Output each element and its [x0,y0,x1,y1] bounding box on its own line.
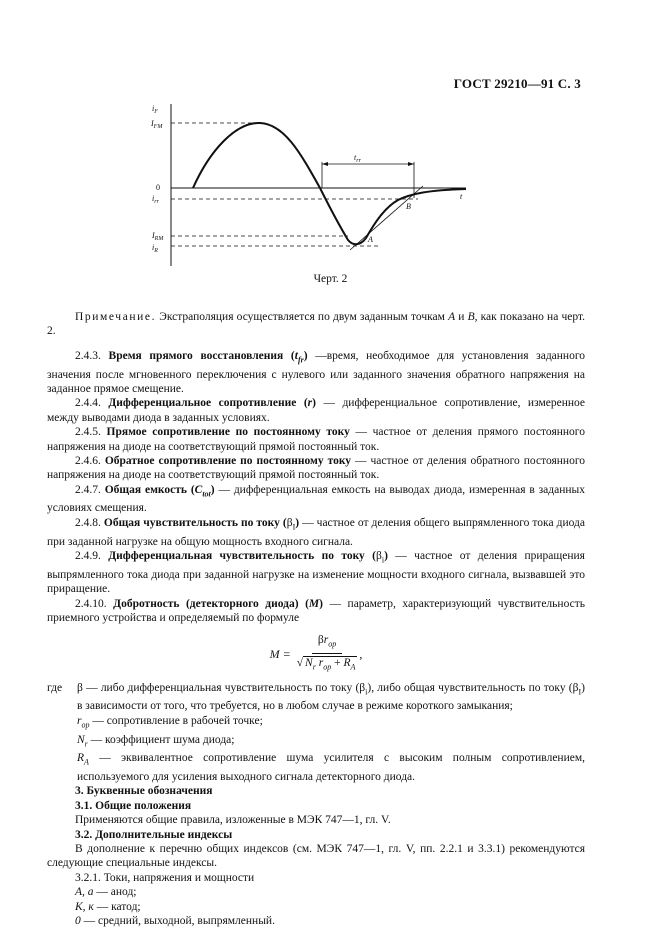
y-axis-label: $i_F$ [152,104,158,115]
document-body [47,310,585,928]
note-label: Примечание. [75,311,157,323]
irr-label: $i_{rr}$ [152,194,159,205]
item-2-4-3: 2.4.3. Время прямого восстановления $(t_{fr})$ —время, необходимое для установления заданного значения после мгновенного переключения с нулевого или заданного значения обратного напряжения на заданное прямое смещение. [47,349,586,395]
item-2-4-9: 2.4.9. Дифференциальная чувствительность по току $(\beta_i)$ — частное от деления приращения выпрямленного тока диода при заданной нагрузке на изменение мощности входного сигнала, вызвавшей это приращение. [47,549,585,596]
def-ra: $R_A$ — эквивалентное сопротивление шума усилителя с высоким полным сопротивлением, используемого для усиления выходного сигнала детекторного диода. [77,752,585,783]
trr-label: $t_{rr}$ [354,153,361,164]
recovery-current-curve [193,123,466,244]
where-word: где [47,681,63,694]
item-2-4-8: 2.4.8. Общая чувствительность по току $(\beta_I)$ — частное от деления общего выпрямленного тока диода при заданной нагрузке на общую мощность входного сигнала. [47,516,585,548]
irm-label: $I_{RM}$ [152,231,164,242]
note-paragraph: Примечание. Экстраполяция осуществляется по двум заданным точкам A и B, как показано на черт. 2. [47,311,585,338]
x-axis-label: t [460,192,463,201]
def-nr: $N_r$ — коэффициент шума диода; [77,733,235,748]
figure-caption: Черт. 2 [313,273,348,285]
section-3-1-text: Применяются общие правила, изложенные в МЭК 747—1, гл. V. [75,814,391,827]
ir-label: $i_R$ [152,243,158,254]
def-beta: β — либо дифференциальная чувствительность по току $(\beta_i)$, либо общая чувствительность по току $(\beta_I)$ в зависимости от того, что требуется, но в любом случае в режиме короткого замыкания; [77,681,585,713]
trr-arrow-left [322,162,328,166]
item-2-4-10: 2.4.10. Добротность (детекторного диода) (M) — параметр, характеризующий чувствительность приемного устройства и определяемый по формуле [47,597,585,624]
item-2-4-7: 2.4.7. Общая емкость $(C_{tot})$ — дифференциальная емкость на выводах диода, измеренная в заданных условиях смещения. [47,483,586,515]
point-a-label: A [368,235,373,244]
recovery-waveform-svg [148,100,478,270]
item-2-4-6: 2.4.6. Обратное сопротивление по постоянному току — частное от деления обратного постоянного напряжения на диоде на соответствующий прямой постоянный ток. [47,454,586,482]
trr-arrow-right [408,162,414,166]
ifm-label: $I_{FM}$ [151,119,163,130]
section-3-2-1: 3.2.1. Токи, напряжения и мощности [75,871,255,884]
zero-label: 0 [156,183,160,192]
merit-formula: M = $\frac{\beta r_{op}}{√ N_r r_{op} + R_A}$ , [269,634,363,672]
page-header: ГОСТ 29210—91 С. 3 [453,76,581,91]
section-3-heading: 3. Буквенные обозначения [75,785,213,798]
item-2-4-5: 2.4.5. Прямое сопротивление по постоянному току — частное от деления прямого постоянного напряжения на диоде на соответствующий прямой постоянный ток. [47,426,585,453]
def-rop: $r_{op}$ — сопротивление в рабочей точке; [77,714,263,730]
section-3-1-heading: 3.1. Общие положения [75,799,192,812]
point-b-label: B [406,202,411,211]
index-anode: A, a — анод; [75,886,137,899]
recovery-figure [148,100,478,270]
index-cathode: K, к — катод; [75,900,141,913]
section-3-2-heading: 3.2. Дополнительные индексы [75,828,233,841]
item-2-4-4: 2.4.4. Дифференциальное сопротивление (r) — дифференциальное сопротивление, измеренное между выводами диода в заданных условиях. [47,397,586,424]
section-3-2-text: В дополнение к перечню общих индексов (см. МЭК 747—1, гл. V, пп. 2.2.1 и 3.3.1) рекомендуются следующие специальные индексы. [47,842,585,870]
where-definitions [47,681,585,785]
index-zero: 0 — средний, выходной, выпрямленный. [75,915,275,927]
